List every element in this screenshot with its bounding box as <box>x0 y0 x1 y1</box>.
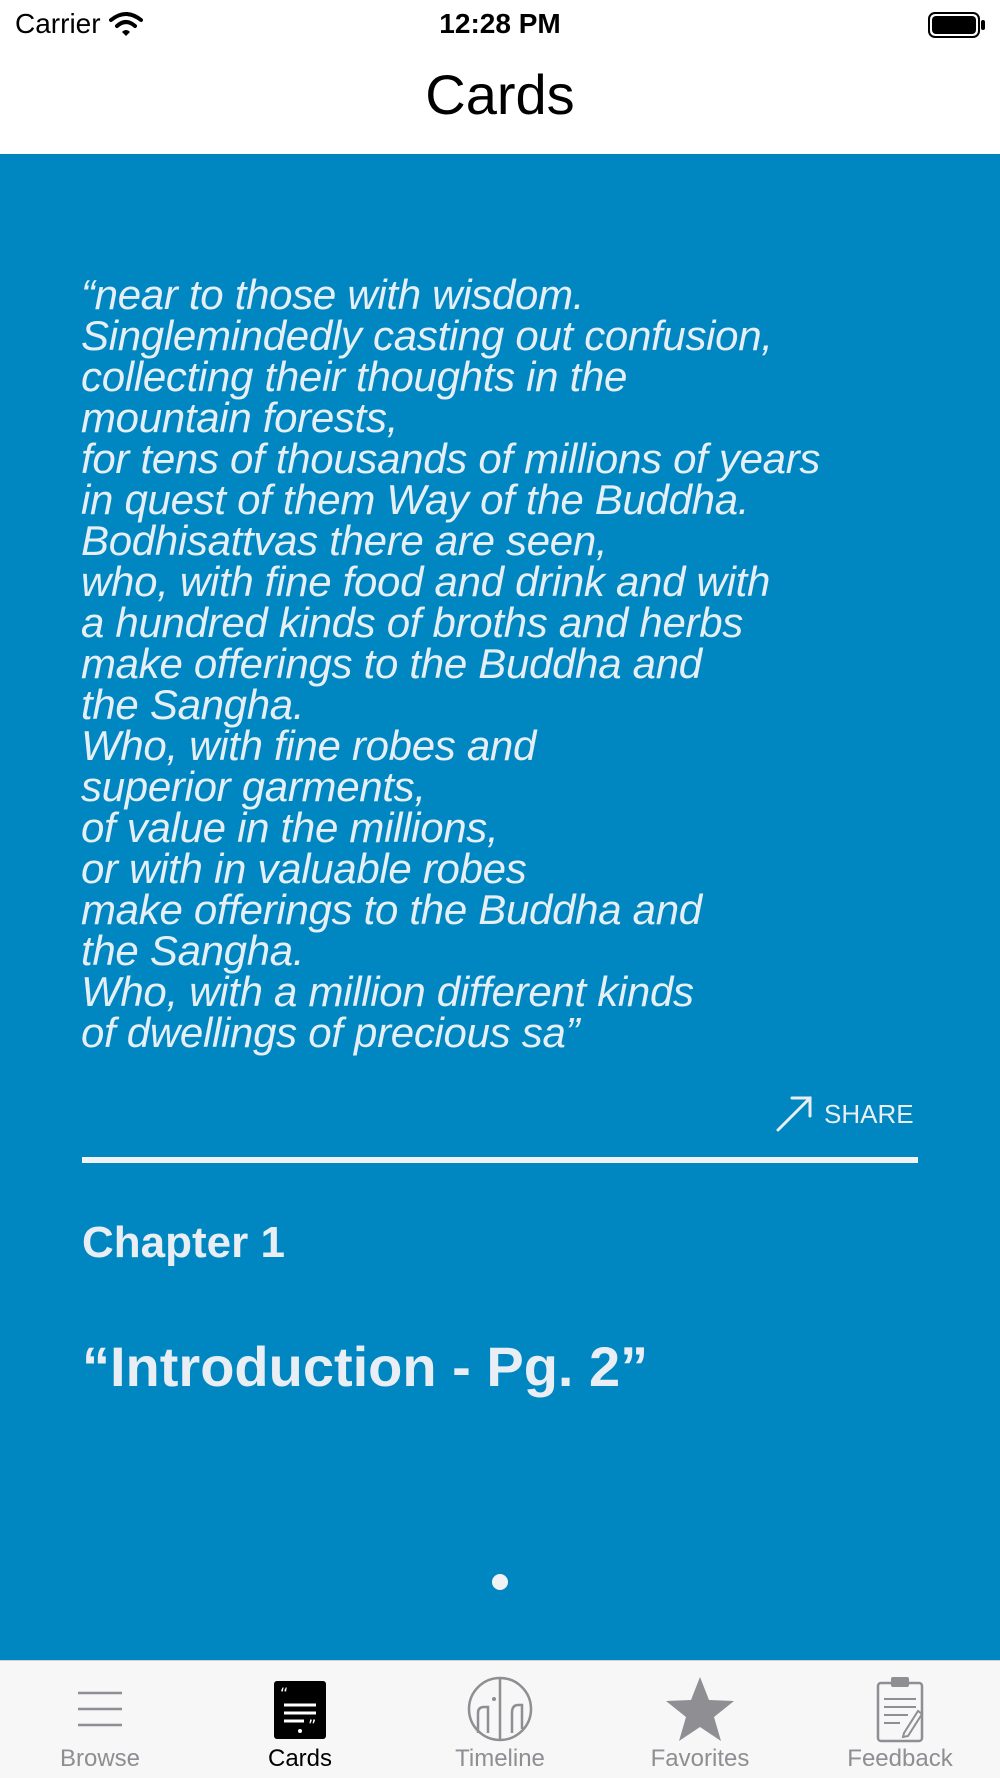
share-label: SHARE <box>824 1098 914 1129</box>
svg-text:“: “ <box>280 1684 289 1703</box>
tab-feedback[interactable] <box>800 1661 1000 1778</box>
tab-bar <box>0 1660 1000 1778</box>
status-bar <box>0 0 1000 50</box>
tab-label: Browse <box>59 1745 141 1772</box>
share-button[interactable] <box>774 1094 914 1134</box>
svg-text:”: ” <box>308 1716 317 1735</box>
share-arrow-icon <box>774 1094 814 1134</box>
quote-card[interactable] <box>0 154 1000 1660</box>
timeline-icon <box>464 1673 536 1745</box>
tab-cards[interactable] <box>200 1661 400 1778</box>
tab-favorites[interactable] <box>600 1661 800 1778</box>
tab-browse[interactable] <box>0 1661 200 1778</box>
page-title: Cards <box>425 63 575 126</box>
star-icon <box>664 1673 736 1745</box>
card-divider <box>82 1157 918 1163</box>
chapter-label: Chapter 1 <box>82 1218 285 1267</box>
tab-label: Cards <box>267 1745 333 1772</box>
quote-text: “near to those with wisdom. Singlemindedly casting out confusion, collecting their thoughts in the mountain forests, for tens of thousands of millions of years in quest of them Way of the Buddha. Bodhisattvas there are seen, who, with fine food and drink and with a hundred kinds of broths and herbs make offerings to the Buddha and the Sangha. Who, with fine robes and superior garments, of value in the millions, or with in valuable robes make offerings to the Buddha and the Sangha. Who, with a million different kinds of dwellings of precious sa” <box>81 271 821 1056</box>
tab-label: Favorites <box>650 1745 750 1772</box>
navigation-bar <box>0 50 1000 154</box>
tab-label: Feedback <box>847 1745 953 1772</box>
quote-card-icon <box>264 1673 336 1745</box>
carrier-label: Carrier <box>15 8 101 39</box>
page-reference: “Introduction - Pg. 2” <box>82 1335 649 1398</box>
tab-timeline[interactable] <box>400 1661 600 1778</box>
tab-label: Timeline <box>455 1745 545 1772</box>
page-indicator-dot[interactable] <box>492 1574 508 1590</box>
battery-icon <box>928 12 986 38</box>
clipboard-icon <box>864 1673 936 1745</box>
status-time: 12:28 PM <box>439 8 561 39</box>
menu-lines-icon <box>64 1673 136 1745</box>
